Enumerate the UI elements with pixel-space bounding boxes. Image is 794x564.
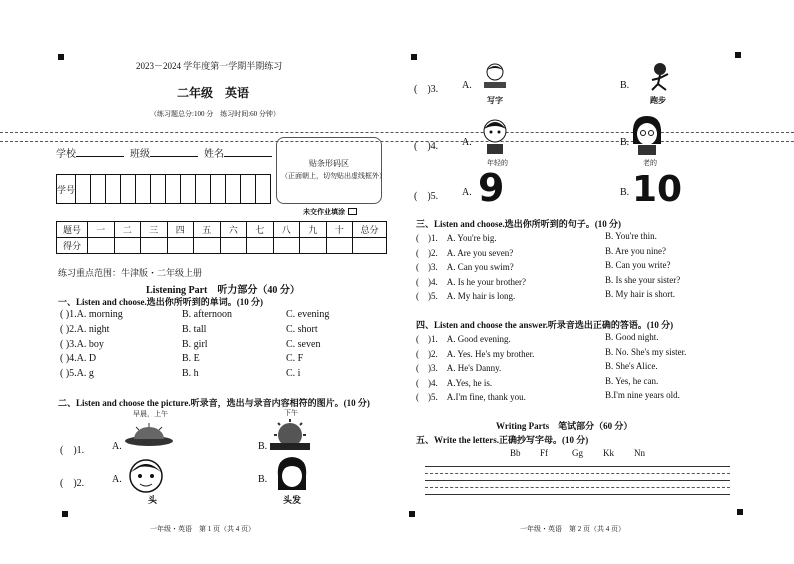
- q3-option-a[interactable]: ( )2. A. Are you seven?: [416, 248, 514, 258]
- q1-item[interactable]: ( )4.A. D: [60, 353, 97, 364]
- number-nine-picture: 9: [478, 166, 505, 210]
- q4-option-b[interactable]: B. No. She's my sister.: [605, 347, 687, 357]
- q1-item[interactable]: ( )2.A. night: [60, 324, 110, 335]
- q2-option-a[interactable]: A.: [112, 441, 122, 452]
- q3-option-b[interactable]: B. Are you nine?: [605, 246, 666, 256]
- q1-option-b[interactable]: B. girl: [182, 339, 208, 350]
- picture-caption: 下午: [284, 409, 298, 417]
- q3-option-b[interactable]: B. Is she your sister?: [605, 275, 681, 285]
- q1-item[interactable]: ( )5.A. g: [60, 368, 94, 379]
- q2-option-b[interactable]: B.: [620, 187, 630, 198]
- boy-head-icon: [126, 456, 166, 494]
- alignment-marker: [735, 52, 741, 58]
- q3-title: 三、Listen and choose.选出你所听到的句子。(10 分): [416, 219, 622, 229]
- focus-range: 练习重点范围：牛津版・二年级上册: [58, 268, 203, 278]
- student-id-grid[interactable]: [56, 174, 271, 204]
- barcode-title: 贴条形码区: [309, 159, 349, 168]
- q2-option-b[interactable]: B.: [620, 80, 630, 91]
- cut-line: [0, 141, 794, 142]
- q2-option-a[interactable]: A.: [112, 474, 122, 485]
- absent-label: 未交作业填涂: [303, 208, 345, 216]
- score-table: [56, 221, 387, 254]
- q1-option-c[interactable]: C. seven: [286, 339, 321, 350]
- q1-option-b[interactable]: B. h: [182, 368, 199, 379]
- q2-item-number[interactable]: ( )3.: [414, 84, 439, 95]
- student-id-label: 学号: [57, 175, 76, 204]
- writing-part-heading: Writing Parts 笔试部分（60 分）: [496, 421, 633, 431]
- q1-option-c[interactable]: C. evening: [286, 309, 330, 320]
- q3-option-a[interactable]: ( )4. A. Is he your brother?: [416, 277, 526, 287]
- q2-option-a[interactable]: A.: [462, 137, 472, 148]
- alignment-marker: [737, 509, 743, 515]
- running-child-icon: [646, 62, 674, 92]
- q1-option-b[interactable]: B. E: [182, 353, 200, 364]
- q1-option-b[interactable]: B. afternoon: [182, 309, 232, 320]
- young-boy-icon: [480, 117, 510, 155]
- q1-option-c[interactable]: C. short: [286, 324, 318, 335]
- q4-option-b[interactable]: B. She's Alice.: [605, 361, 658, 371]
- q3-option-b[interactable]: B. My hair is short.: [605, 289, 676, 299]
- q4-option-b[interactable]: B. Good night.: [605, 332, 659, 342]
- picture-caption: 年轻的: [487, 159, 508, 167]
- alignment-marker: [62, 511, 68, 517]
- old-woman-icon: [630, 114, 664, 156]
- page-footer: 一年级・英语 第 1 页（共 4 页）: [150, 525, 255, 533]
- q2-item-number[interactable]: ( )4.: [414, 141, 439, 152]
- writing-child-icon: [480, 62, 510, 92]
- exam-header: 2023－2024 学年度第一学期半期练习: [136, 61, 283, 71]
- q2-item-number[interactable]: ( )5.: [414, 191, 439, 202]
- picture-caption: 写字: [487, 96, 503, 105]
- sunrise-icon: [124, 421, 174, 447]
- q4-option-b[interactable]: B.I'm nine years old.: [605, 390, 680, 400]
- q3-option-a[interactable]: ( )3. A. Can you swim?: [416, 262, 514, 272]
- q4-option-a[interactable]: ( )4. A.Yes, he is.: [416, 378, 493, 388]
- exam-meta: （练习题总分:100 分 练习时间:60 分钟）: [150, 110, 280, 118]
- school-field[interactable]: 学校: [56, 145, 124, 160]
- score-header-row: 题号 一 二 三 四 五 六 七 八 九 十 总分: [57, 222, 387, 238]
- q5-title: 五、Write the letters.正确抄写字母。(10 分): [416, 435, 589, 445]
- q2-item-number[interactable]: ( )2.: [60, 478, 85, 489]
- q3-option-b[interactable]: B. Can you write?: [605, 260, 671, 270]
- q3-option-b[interactable]: B. You're thin.: [605, 231, 657, 241]
- name-field[interactable]: 姓名: [204, 145, 272, 160]
- picture-caption: 头发: [283, 495, 302, 505]
- q2-option-b[interactable]: B.: [258, 474, 268, 485]
- q2-option-a[interactable]: A.: [462, 187, 472, 198]
- q1-item[interactable]: ( )1.A. morning: [60, 309, 123, 320]
- picture-caption: 老的: [643, 159, 657, 167]
- listening-part-heading: Listening Part 听力部分（40 分）: [146, 285, 300, 296]
- alignment-marker: [58, 54, 64, 60]
- barcode-area: [276, 137, 386, 204]
- absent-checkbox[interactable]: [348, 208, 357, 215]
- alignment-marker: [409, 511, 415, 517]
- q2-option-a[interactable]: A.: [462, 80, 472, 91]
- letter-pair: Bb: [510, 448, 521, 458]
- q1-item[interactable]: ( )3.A. boy: [60, 339, 104, 350]
- q1-option-b[interactable]: B. tall: [182, 324, 207, 335]
- q4-title: 四、Listen and choose the answer.听录音选出正确的答语。(10 分): [416, 320, 674, 330]
- sunset-icon: [268, 417, 312, 451]
- picture-caption: 头: [148, 495, 158, 505]
- q4-option-a[interactable]: ( )2. A. Yes. He's my brother.: [416, 349, 535, 359]
- q1-option-c[interactable]: C. i: [286, 368, 301, 379]
- score-value-row[interactable]: 得分: [57, 238, 387, 254]
- alignment-marker: [411, 54, 417, 60]
- q2-item-number[interactable]: ( )1.: [60, 445, 85, 456]
- page-footer: 一年级・英语 第 2 页（共 4 页）: [520, 525, 625, 533]
- q2-option-b[interactable]: B.: [620, 137, 630, 148]
- letter-pair: Gg: [572, 448, 583, 458]
- picture-caption: 早晨，上午: [133, 410, 168, 418]
- q2-title: 二、Listen and choose the picture.听录音，选出与录音内容相符的图片。(10 分): [58, 398, 370, 408]
- q1-title: 一、Listen and choose.选出你所听到的单词。(10 分): [58, 297, 264, 307]
- q4-option-a[interactable]: ( )3. A. He's Danny.: [416, 363, 502, 373]
- q2-option-b[interactable]: B.: [258, 441, 268, 452]
- barcode-note: （正面朝上，切勿贴出虚线框外）: [281, 172, 386, 180]
- q1-option-c[interactable]: C. F: [286, 353, 304, 364]
- q4-option-b[interactable]: B. Yes, he can.: [605, 376, 659, 386]
- letter-pair: Kk: [603, 448, 614, 458]
- q4-option-a[interactable]: ( )1. A. Good evening.: [416, 334, 511, 344]
- q3-option-a[interactable]: ( )5. A. My hair is long.: [416, 291, 516, 301]
- class-field[interactable]: 班级: [130, 145, 198, 160]
- cut-line: [0, 132, 794, 133]
- q4-option-a[interactable]: ( )5. A.I'm fine, thank you.: [416, 392, 526, 402]
- exam-title: 二年级 英语: [177, 86, 250, 100]
- number-ten-picture: 10: [632, 169, 683, 210]
- girl-hair-icon: [272, 454, 312, 494]
- q3-option-a[interactable]: ( )1. A. You're big.: [416, 233, 497, 243]
- picture-caption: 跑步: [650, 96, 666, 105]
- letter-pair: Nn: [634, 448, 645, 458]
- letter-pair: Ff: [540, 448, 549, 458]
